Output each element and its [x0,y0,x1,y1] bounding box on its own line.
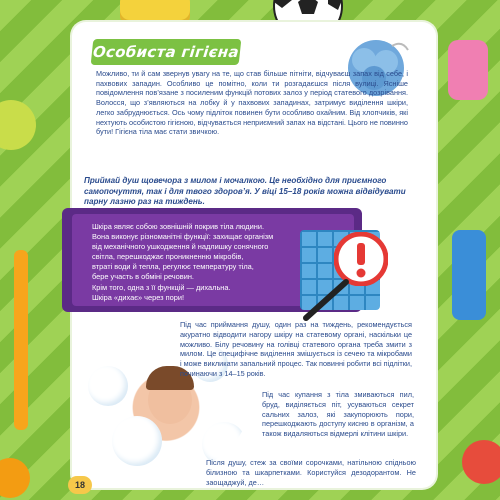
tube-icon [452,230,486,320]
skin-line: Шкіра «дихає» через пори! [92,292,184,302]
body-text-2: Під час купання з тіла змиваються пил, бруд, виділяється піт, усуваються секрет сальних залоз, які закупорюють пори, перешкоджають доступу кисню в організм, а також видаляються відмерлі клітини шкіри. [262,390,414,439]
intro-paragraph: Можливо, ти й сам звернув увагу на те, що став більше пітніти, відчуваєш запах від себе, і пахвових западин. Особливо це помітно, коли ти розгадаєшся після вулиці. Ясніше повідомлення пов’язане з посиленим функцій потових залоз у період статевого дозрівання. Волосся, що з’являються на лобку й у пахвових западинах, затримує виділення шкіри, легко забруднюється. Ось чому підліток повинен бути особливо охайним. Від хлопчиків, які нехтують особистою гігієною, відчувається неприємний запах на відстані. Цього не повинно бути! Гігієна тіла має стати звичкою. [96,69,408,137]
ball-icon [462,440,500,484]
skin-line: втраті води й тепла, регулює температуру тіла, [92,262,254,272]
skin-line: Крім того, одна з її функцій — дихальна. [92,282,231,292]
magnifier-icon [300,276,360,326]
page-number: 18 [68,476,92,494]
skin-line: Вона виконує різноманітні функції: захищає організм [92,232,274,242]
skin-line: від механічного ушкодження й надлишку сонячного [92,242,269,252]
body-text-1: Під час приймання душу, один раз на тиждень, рекомендується акуратно відводити нагору шкіру на статевому органі, наскільки це можливо. Білу речовину на голівці статевого органа треба змити з милом. Це специфічне виділення змішується із сечею та мікробами і може викликати запальний процес. Так повинні робити всі підлітки, починаючи з 14–15 років. [180,320,412,378]
soap-icon [448,40,488,100]
skin-line: Шкіра являє собою зовнішній покрив тіла людини. [92,222,265,231]
page-title: Особиста гігієна [91,39,242,65]
emphasis-paragraph: Приймай душ щовечора з милом і мочалкою. Це необхідно для приємного самопочуття, так і для твого здоров’я. У віці 15–18 років можна відвідувати парну лазню раз на тиждень. [84,176,406,207]
skin-line: бере участь в обміні речовин. [92,272,194,282]
skin-line: світла, перешкоджає проникненню мікробів, [92,252,244,262]
skin-info-text [92,222,302,303]
body-text-3: Після душу, стеж за своїми сорочками, натільною спідньою білизною та шкарпетками. Користуйся дезодорантом. Не заощаджуй, де… [206,458,416,487]
toothbrush-icon [14,250,28,430]
